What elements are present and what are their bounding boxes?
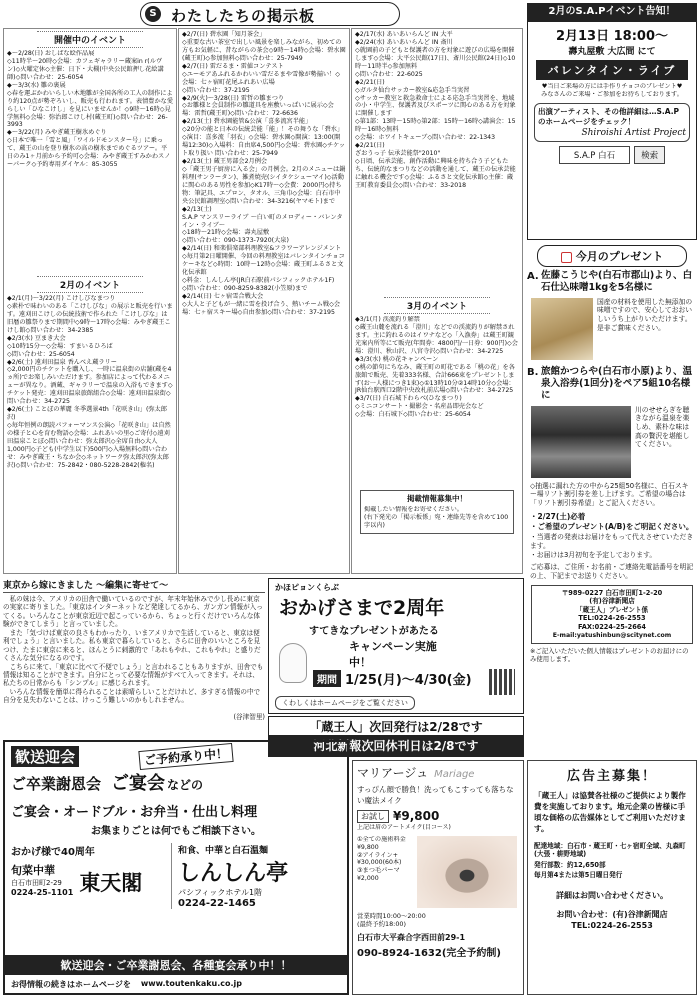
ad1-banner: 歓送迎会 (11, 746, 79, 767)
ad2-address: 白石市大平森合字西田前29-1 (357, 933, 466, 943)
ad3-text: 「蔵王人」は協賛各社様のご提供により製作費を実施しております。地元企業の皆様に手頃な価格の広告媒体としてご利用いただけます。 (534, 791, 686, 833)
eye-image (417, 836, 517, 908)
ad1-menu: ご宴会・オードブル・お弁当・仕出し料理 (11, 805, 258, 820)
gift-deadline: ・2/27(土)必着 (530, 511, 586, 521)
miso-image (531, 298, 593, 360)
gift-b-label: B. (527, 366, 539, 378)
gift-address-box (531, 585, 693, 644)
gift-b-title: 旅館かつらや(白石市小原)より、温泉入浴券(1回分)をペア5組10名様に (541, 365, 693, 402)
column-1 (3, 28, 177, 574)
gift-tel: TEL:0224-26-2553 (578, 614, 646, 623)
gift-note2: ・お届けは3月初旬を予定しております。 (530, 550, 657, 559)
ad2-list: ①全ての施術料金 ¥9,800 ②アイライン+ ¥30,000(60本) ③まつ毛パーマ ¥2,000 (357, 835, 406, 883)
kahoku-anniv: おかげさまで2周年 (279, 597, 445, 619)
shop1-tel: 0224-25-1101 (11, 888, 74, 897)
sap-box (527, 21, 697, 240)
gift-email[interactable]: E-mail:yatushinbun@scitynet.com (552, 631, 672, 639)
gift-note1: ・当選者の発表はお届けをもって代えさせていただきます。 (530, 533, 694, 550)
col3-text: ◆2/17(水) あいあいらんど IN 大平 ◆2/24(水) あいあいらんど IN 斎川 ◇就園前の子どもと保護者の方を対象に遊びの広場を開催します◇会場：大平公民館(17日)、斎川公民館(24日)◇10時～11時半◇参加無料 ◇問い合わせ：22-6025 ◆2/21(日) ◇ガルタ仙台サッカー教室&応急手当実習 ◇サッカー教室と救急救命士による応急手当実習を、地域の小・中学生、保護者及びスポーツに関心のある方を対象に開催します ◇第1部：13時～15時◇第2部：15時～16時◇講演会：15時～16時◇無料 ◇会場：ホワイトキューブ◇問い合わせ：22-1343 ◆2/21(日) ざおうっ子 伝承芸能祭"2010" ◇日頃、伝承芸能、創作活動に興味を持ち合う子どもたち、伝統的なまつりなどの活動を通して、蔵王の伝承芸能に触れる機会です◇会場：ふるさと文化伝承館◇主催：蔵王町教育委員会◇問い合わせ：33-2018 (355, 31, 516, 189)
mar-title: 3月のイベント (384, 297, 489, 314)
shop1-name: 東天閣 (79, 871, 143, 895)
gift-dept: 「蔵王人」プレゼント係 (575, 605, 649, 614)
sap-search-field[interactable]: S.A.P 白石 (559, 146, 630, 164)
gift-a-label: A. (527, 271, 539, 282)
ad3-contact: お問い合わせ：(有)谷津新聞店 (556, 909, 668, 919)
sap-venue: 壽丸屋敷 大広間 にて (568, 47, 656, 57)
ad3-circ: 発行部数：約12,650部 (534, 860, 606, 869)
page-title: わたしたちの掲示板 (171, 7, 316, 25)
gift-b-desc: 川のせせらぎを聴きながら温泉を楽しめ、素朴な味は高の贅沢を堪能してください。 (635, 405, 690, 449)
notice-box (360, 490, 514, 534)
ad2-note: 上記は眉のアートメイク(目コース) (357, 824, 451, 831)
essay-author: (谷津智里) (233, 713, 265, 721)
ad1-menu2: お集まりごとは何でもご相談下さい。 (91, 826, 261, 837)
gift-a-desc: 国産の材料を使用した無添加の味噌ですので、安心しておおいしいうち上がりいただけます。是非ご賞味ください。 (597, 297, 693, 332)
kahoku-subtitle: すてきなプレゼントがあたる (309, 626, 439, 637)
gift-privacy: ※ご記入いただいた個人情報はプレゼントのお届けにのみ使用します。 (530, 646, 689, 663)
toutenkaku-ad (3, 740, 349, 995)
gift-fax: FAX:0224-25-2664 (578, 622, 646, 631)
gift-deadline2: ・ご希望のプレゼント(A/B)をご明記ください。 (530, 521, 694, 531)
qr-code-icon (489, 669, 515, 695)
sap-date: 2月13日 18:00～ (555, 29, 669, 44)
gift-address: 〒989-0227 白石市田町1-2-20 (561, 588, 663, 597)
ad2-price-label: お試し (357, 810, 389, 823)
ad1-party-suffix: などの (167, 778, 204, 792)
ongoing-title: 開催中のイベント (37, 31, 144, 48)
ad1-footer: 歓送迎会・ご卒業謝恩会、各種宴会承り中！！ (5, 955, 347, 975)
ad2-catch: すっぴん顔で勝負！洗ってもこすっても落ちない魔法メイク (357, 785, 514, 805)
gift-howto: ◇抽選に漏れた方の中から25組50名様に、白石スキー場リフト割引券を差し上げます。ご希望の場合は「リフト割引券希望」とご記入ください。 (530, 481, 689, 508)
gift-apply: ご応募は、ご住所・お名前・ご連絡先電話番号を明記の上、下記までお送りください。 (530, 563, 694, 581)
notice-text: 掲載したい情報をお寄せください。 (右下発光の「掲示板係」宛・連絡先等を含めて100字以内) (364, 505, 509, 529)
ad2-brand-en: Mariage (434, 769, 475, 780)
sap-promo-box (534, 103, 690, 143)
ad3-title: 広告主募集！ (566, 769, 657, 784)
kahoku-period-label: 期間 (313, 670, 341, 687)
ad1-url: お得情報の続きはホームページを (11, 980, 131, 989)
mariage-ad (352, 760, 524, 995)
kahoku-label: かほピョンくらぶ (275, 583, 339, 592)
column-3 (351, 28, 523, 574)
gift-icon (561, 252, 572, 263)
essay-title: 東京から嫁にきました ～編集に寄せて～ (3, 578, 265, 593)
feb-text: ◆2/1(月)～3/22(月) こけしびなまつり ◇素朴で味わいのある「こけしびな」の展示と販売を行います。遠刈田こけしの伝統技術で作られた「こけしびな」は旧暦の雛祭りまで期間中◇9時～17時◇会場：みやぎ蔵王こけし館◇問い合わせ：34-2385 ◆2/3(水) 豆まき大会 ◇10時15分～◇会場：すまいるひろば ◇問い合わせ：25-6054 ◆2/6(土) 遠刈田温泉 香んべえ蔵ラリー ◇2,000円のチケットを購入し、一時に温泉街の店舗(蔵を4ヵ所)でお楽しみいただけます。参加店によって代わるメニューが異なり。酒蔵、ギャラリーで温泉の入浴もできます◇チケット発売：遠刈田温泉旅館組合◇会場：遠刈田温泉街◇問い合わせ：34-2725 ◆2/6(土) ことぼの華麗 冬季選景4th「花咲き山」(弥太郎沢) ◇毎年恒例の朗読パフォーマンス公演◇「花咲き山」は自然の様子と心を育む物語◇会場：ふれあいの里◇ご寄付◇遠刈田温泉ことぼ◇問い合わせ：弥太郎沢◇全席自由◇大人1,000円◇子ども(中学生以下)500円◇入場無料◇問い合わせ：みやぎ蔵王・ちなか会◇ネットワーク弥太郎沢(弥太郎沢)◇問い合わせ：75-2842・080-5228-2842(権名) (7, 295, 173, 469)
notice-title: 掲載情報募集中！ (407, 494, 467, 503)
shop2-cat: 和食、中華と白石温麺 (178, 846, 269, 856)
gift-section (527, 243, 697, 738)
essay-text: 私の妹は今、アメリカの田舎で働いているのですが、年末年始休みで少し長めに東京の実家に寄りました。「東京はインターネットなど発達してるから、ガンガン情報が入ってくる。いろんなことが東京近辺で起こっているから、ちょっと行くだけでいろんな体験ができてしまう」と言っていました。 また「気づけば東京の良さもわかったり、いまアメリカで生活していると、東京は便利でしょう」と言いました。私も東京で暮らしていると、さらに田舎のいいところを見つけ、たまに東京に来ると、ほんとうに刺激的で「あれもやれ、これもやれ」と盛りだくさんな気分になるのです。 こちらに来て、「東京に比べて不便でしょう」と言われることもありますが、田舎でも情報は知ることができます。自分にとって必要な情報がすべて入ってきます。それは、私たちの日常からも「シンプル」に感じられます。 いろんな情報を簡単に得られることは素晴らしいことだけれど、多すぎる情報の中で自分を見失わないことは、けっこう難しいのかもしれません。 (3, 595, 264, 705)
ad1-site[interactable]: www.toutenkaku.co.jp (140, 979, 243, 988)
sap-note2: みなさんのご来場・ご参加をお待ちしております。 (541, 90, 683, 98)
essay-section (3, 578, 265, 721)
shop2-tel: 0224-22-1465 (178, 898, 256, 909)
kahoku-period: 1/25(月)～4/30(金) (345, 673, 472, 688)
sap-logo: Shiroishi Artist Project (581, 128, 686, 139)
header-banner (140, 2, 400, 26)
ad1-reserve: ご予約承り中！ (138, 743, 233, 770)
sap-banner: 2月のS.A.Pイベント告知！ (527, 3, 697, 21)
kahoku-campaign: キャンペーン実施中！ (349, 640, 437, 669)
ad3-issue: 毎月第4または第5日曜日発行 (534, 871, 623, 880)
column-2 (178, 28, 350, 574)
ad2-hours: 営業時間10:00～20:00 (最終予約18:00) (357, 911, 426, 928)
rabbit-icon (279, 643, 307, 683)
gift-company: (有)谷津新聞店 (589, 597, 635, 606)
shop1-addr: 白石市田町2-29 (11, 879, 62, 887)
onsen-image (531, 406, 631, 478)
ad2-brand: マリアージュ (357, 766, 429, 780)
ad2-tel: 090-8924-1632(完全予約制) (357, 948, 501, 960)
ad1-anniv: おかげ様で40周年 (11, 847, 95, 858)
next-issue-1: 「蔵王人」次回発行は2/28です (268, 716, 524, 736)
ongoing-text: ◆～2/28(日) おしばな絵作品展 ◇11時半～20時◇会場：カフェギャラリー蔵案in r(ルヴン)◇火曜定休◇主催：日下・大槻(中央公民館押し花絵講師)◇問い合わせ：25-6054 ◆～3/3(水) 雛の裏展 ◇春を運ぶかわいらしい木地雛が全国各所の工人の制作により約120点が勢ぞろいし、販売も行われます。表情豊かな愛らしい「ひなこけし」を見にいませんか！◇9時～16時◇見学無料◇会場：弥治郎こけし村(蔵王町)◇問い合わせ：26-3993 ◆～3/22(月) みやぎ蔵王樹氷めぐり ◇日本で唯一「雪と風」「ワイルドモンスター号」に乗って、蔵王の山を登り樹氷の高の樹氷までめぐるツアー。平日のみ1ヶ月前から予約可◇会場：みやぎ蔵王すみかわスノーパーク◇予約専用ダイヤル：85-3055 (7, 50, 173, 169)
advertiser-recruit (527, 760, 697, 995)
shop2-name: しんしん亭 (178, 861, 289, 886)
sap-promo: 出演アーティスト、その他詳細は…S.A.Pのホームページをチェック！ (538, 106, 680, 126)
gift-title: 今月のプレゼント (537, 245, 687, 267)
ad3-tel: TEL:0224-26-2553 (571, 920, 653, 930)
ad3-detail: 詳細はお問い合わせください。 (556, 890, 668, 900)
search-button[interactable]: 検索 (634, 146, 665, 164)
ad1-banner2: ご卒業謝恩会 (11, 775, 102, 793)
sap-note: ♥当日ご来場の方には手作りチョコのプレゼント♥ (541, 83, 683, 90)
ad1-party: ご宴会 (111, 773, 166, 794)
ad3-dist: 配達地域：白石市・蔵王町・七ヶ宿町全域、丸森町(大張・耕野地域) (534, 842, 686, 859)
shop1-cat: 旬菜中華 (11, 864, 55, 877)
sap-event: バレンタイン・ライブ (536, 60, 688, 80)
shop2-addr: パシフィックホテル1階 (178, 888, 263, 897)
feb-title: 2月のイベント (37, 276, 144, 293)
kahoku-ad (268, 578, 524, 714)
next-issue-2: 河北新報次回休刊日は2/8です (268, 736, 524, 757)
col2-text: ◆2/7(日) 碧水園「知月茶会」 ◇重要な古い茶室で出しい風景を楽しみながら、初めての方もお気軽に、昔ながらの茶会◇9時～14時◇会場：碧水園(蔵王町)◇参加無料◇問い合わせ：25-7949 ◆2/7(日) 雷だるま・雷値コンテスト ◇ユーモアあふれるかわいい雪だるまや雪像が勢揃い！◇会場：七ヶ宿町花尾ふれあい広場 ◇問い合わせ：37-2195 ◆2/9(火)～3/28(日) 雷哲の雛まつり ◇お雛様と会員制作の雛道具を座敷いっぱいに展示◇会場：雷哲(蔵王町)◇問い合わせ：72-6636 ◆2/13(土) 碧水園能管&公演「喜多流宮半能」 ◇20分の能と日本の伝統芸能「能」！その舞うな「碧水」 ◇演目：喜多流「羽衣」◇会場：碧水園◇開演：13:00(開場12:30)◇入場料：自由席4,500円◇会場：碧水園◇チケット取り扱い 問い合わせ：25-7949 ◆2/13(土) 蔵王男部会2月例会 ◇「蔵王男子厨房に入る会」の月例会。2月のメニューは鍋料理(サンラータン)、雑煮焼売(シイタケシューマイ)◇活動に関心のある男性を参加◇K17時～◇会費：2000円◇持ち物：筆記具、エプロン、タオル、三角巾◇会場：白石市中央公民館調理室◇問い合わせ：34-3216(ヤマモト)まで ◆2/13(土) S.A.P マンスリーライブ ～白い町のメロディー・バレンタイン・ライブ～ ◇18時～21時◇会場：壽丸屋敷 ◇問い合わせ：090-1373-7920(大泉) ◆2/14(日) 和楽倶楽部料理教室&フラワーアレンジメント ◇毎月第2日曜開催、今回の料理教室はバレンタインチョコケーキなど◇時間：10時～12時◇会場：蔵王町ふるさと文化伝承館 ◇料金：しんしん亭(JR白石駅前パシフィックホテル1F) ◇問い合わせ：090-8259-8382(小笠原)まで ◆2/14(日) 七ヶ宿雪合戦大会 ◇大人と子どもが一緒に雪を投げ合う、熱いチーム戦◇会場：七ヶ宿スキー場◇自由参加◇問い合わせ：37-2195 (182, 31, 346, 316)
mar-text: ◆3/1(月) 渓流釣り解禁 ◇蔵王山麓を流れる「澄川」などでの渓流釣りが解禁されます。主に釣れるのはイワナなど◇「入漁券」は蔵王町観光案内所等にて販売(年間券：4800円/一日券：900円)◇会場：澄川、秋山沢、八宮寺沢◇問い合わせ：34-2725 ◆3/3(水) 桃の花キャンペーン ◇桃の節句にちなみ、蔵王町の町花である「桃の花」を各旅館で販売、先着333名様、合計666束をプレゼントします(お一人様につき1束)◇①13時10分②14時10分◇会場：JR仙台駅西口2階中央改札前広場◇問い合わせ：34-2725 ◆3/7(日) 白石城下わらべ(ひなまつり) ◇ミニコンサート・撮影会・名産品即売会など ◇会場：白石城下◇問い合わせ：25-6054 (355, 316, 518, 419)
s-icon: S (145, 6, 161, 22)
gift-a-title: 佐藤こうじや(白石市郡山)より、白石仕込味噌1kgを5名様に (541, 270, 693, 294)
ad2-price: ¥9,800 (393, 809, 440, 823)
kahoku-detail: くわしくはホームページをご覧ください (275, 696, 415, 710)
